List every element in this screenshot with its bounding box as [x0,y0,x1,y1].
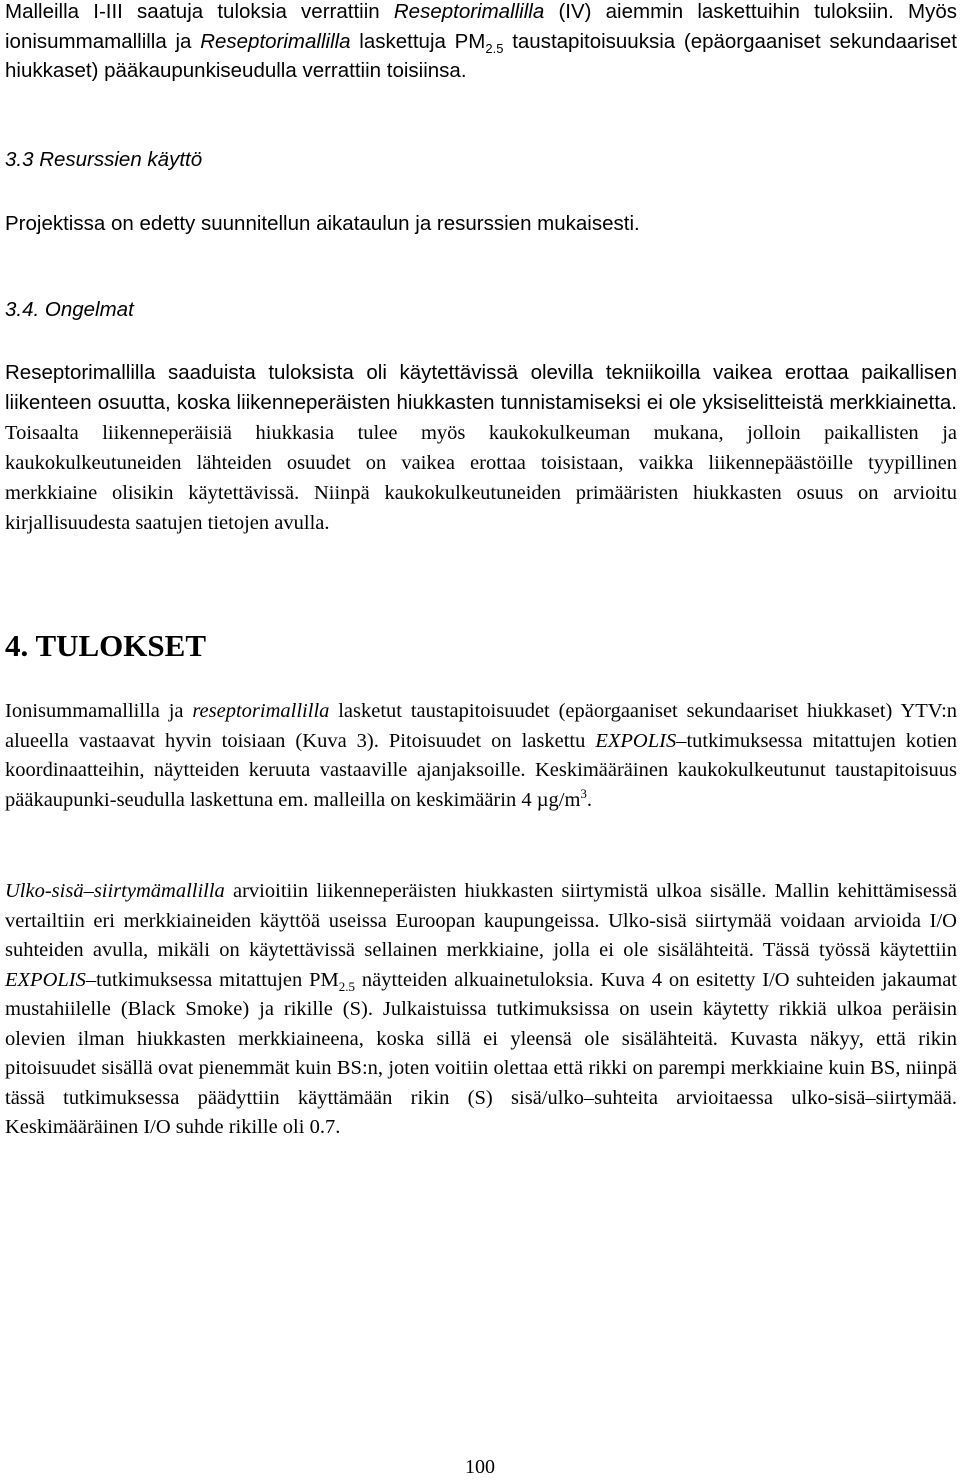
intro-paragraph [5,0,957,86]
superscript: 3 [580,785,587,801]
paragraph-sans: Reseptorimallilla saaduista tuloksista oli käytettävissä olevilla tekniikoilla vaikea erottaa paikallisen liikenteen osuutta, koska liikenneperäisten hiukkasten tunnistamiseksi ei ole yksiselitteistä merkkiainetta. [5,361,957,414]
subscript: 2.5 [338,978,355,994]
section-3-4-body [5,358,957,538]
paragraph-text: näytteiden alkuainetuloksia. Kuva 4 on esitetty I/O suhteiden jakaumat mustahiilelle (Black Smoke) ja rikille (S). Julkaistuissa tutkimuksissa on usein käytetty rikkiä ulkoa peräisin olevien ilman hiukkasten merkkiaineena, koska sillä ei yleensä ole sisälähteitä. Kuvasta näkyy, että rikin pitoisuudet sisällä ovat pienemmät kuin BS:n, joten voitiin olettaa että rikki on parempi merkkiaine kuin BS, niinpä tässä tutkimuksessa päädyttiin käyttämään rikin (S) sisä/ulko–suhteita arvioitaessa ulko-sisä–siirtymää. Keskimääräinen I/O suhde rikille oli 0.7. [5,968,957,1138]
italic-term: reseptorimallilla [192,700,330,722]
section-heading: 3.3 Resurssien käyttö [5,148,203,171]
paragraph-text: Ionisummamallilla ja [5,700,193,722]
paragraph-text: –tutkimuksessa mitattujen PM [85,968,339,991]
section-4 [5,628,957,664]
chapter-heading: 4. TULOKSET [5,628,207,663]
paragraph-text: –tutkimuksessa mitattujen kotien koordinaatteihin, näytteiden keruuta vastaaville ajanjaksoille. Keskimääräinen kaukokulkeutunut taustapitoisuus pääkaupunki-seudulla laskettuna em. malleilla on keskimäärin 4 µg/m [5,729,957,811]
page-number: 100 [465,1456,495,1478]
paragraph-text: . [586,788,593,811]
italic-term: Ulko-sisä–siirtymämallilla [5,880,225,902]
paragraph: Projektissa on edetty suunnitellun aikataulun ja resurssien mukaisesti. [5,212,640,235]
section-4-paragraph-2 [5,877,957,1143]
intro-text: laskettuja PM [350,29,486,53]
section-3-4 [5,298,957,322]
italic-term: EXPOLIS [595,729,677,752]
intro-text: taustapitoisuuksia (epäorgaaniset sekundaariset hiukkaset) pääkaupunkiseudulla verrattiin toisiinsa. [5,29,957,82]
paragraph-serif: Toisaalta liikenneperäisiä hiukkasia tulee myös kaukokulkeuman mukana, jolloin paikallisten ja kaukokulkeutuneiden lähteiden osuudet on vaikea erottaa toisistaan, vaikka liikennepäästöille tyypillinen merkkiaine olisikin käytettävissä. Niinpä kaukokulkeutuneiden primääristen hiukkasten osuus on arvioitu kirjallisuudesta saatujen tietojen avulla. [5,422,957,534]
section-3-3 [5,148,957,172]
subscript: 2.5 [485,40,504,56]
intro-text: Malleilla I-III saatuja tuloksia verrattiin [5,0,394,23]
intro-italic-term: Reseptorimallilla [200,29,351,53]
section-heading: 3.4. Ongelmat [5,298,134,321]
italic-term: EXPOLIS [5,968,86,991]
intro-text: (IV) aiemmin laskettuihin tuloksiin. Myös ionisummamallilla ja [5,0,958,53]
intro-italic-term: Reseptorimallilla [393,0,545,23]
paragraph-text: lasketut taustapitoisuudet (epäorgaaniset sekundaariset hiukkaset) YTV:n alueella vastaavat hyvin toisiaan (Kuva 3). Pitoisuudet on laskettu [5,700,958,752]
section-4-paragraph-1 [5,697,957,815]
paragraph-text: arvioitiin liikenneperäisten hiukkasten siirtymistä ulkoa sisälle. Mallin kehittämisessä vertailtiin eri merkkiaineiden käyttöä useissa Euroopan kaupungeissa. Ulko-sisä siirtymää voidaan arvioida I/O suhteiden avulla, mikäli on käytettävissä sellainen merkkiaine, jolla ei ole sisälähteitä. Tässä työssä käytettiin [5,880,957,961]
section-3-3-body [5,209,957,239]
